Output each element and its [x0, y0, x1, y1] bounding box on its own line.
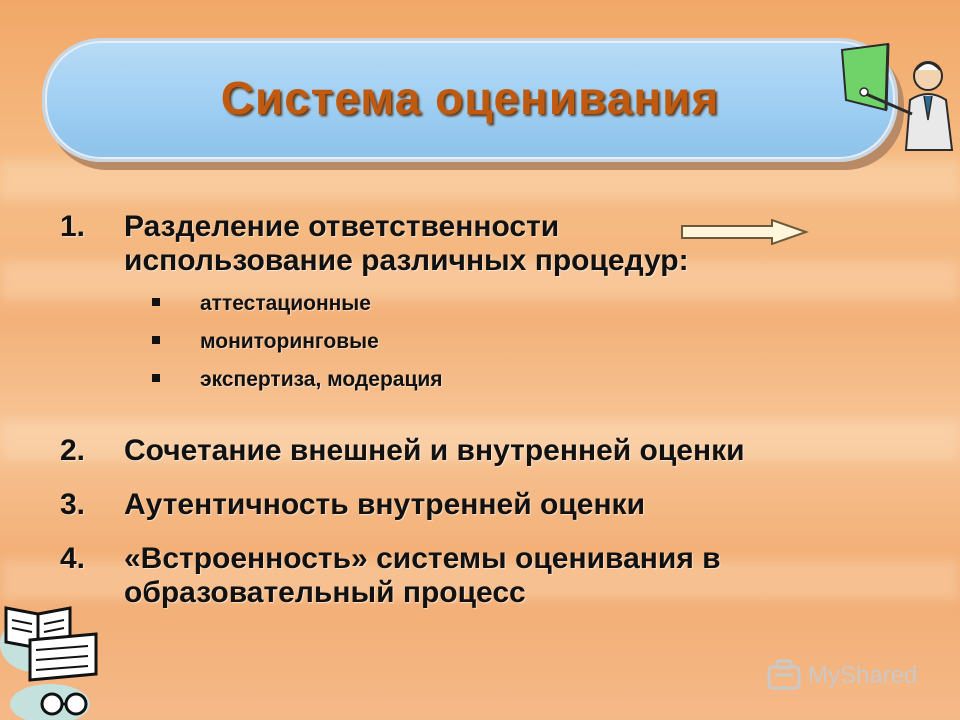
myshared-logo-icon — [766, 658, 802, 694]
background-streak — [0, 160, 960, 200]
square-bullet-icon — [152, 374, 160, 382]
item-text: Аутентичность внутренней оценки — [124, 488, 646, 521]
item-number: 3. — [60, 488, 86, 521]
item-number: 4. — [60, 542, 86, 575]
item-number: 2. — [60, 434, 86, 467]
books-icon — [0, 604, 100, 720]
watermark-text: MyShared — [808, 662, 918, 689]
teacher-pointer-icon — [836, 40, 956, 152]
title-banner — [42, 38, 898, 162]
item-text: «Встроенность» системы оценивания в — [124, 542, 721, 575]
watermark — [766, 656, 936, 696]
item-text: использование различных процедур: — [124, 244, 689, 277]
square-bullet-icon — [152, 336, 160, 344]
item-text: Сочетание внешней и внутренней оценки — [124, 434, 745, 467]
item-text: Разделение ответственности — [124, 210, 560, 243]
slide-title: Система оценивания — [220, 72, 720, 124]
square-bullet-icon — [152, 298, 160, 306]
right-arrow-icon — [680, 218, 810, 246]
item-number: 1. — [60, 210, 86, 243]
item-text: образовательный процесс — [124, 576, 526, 609]
